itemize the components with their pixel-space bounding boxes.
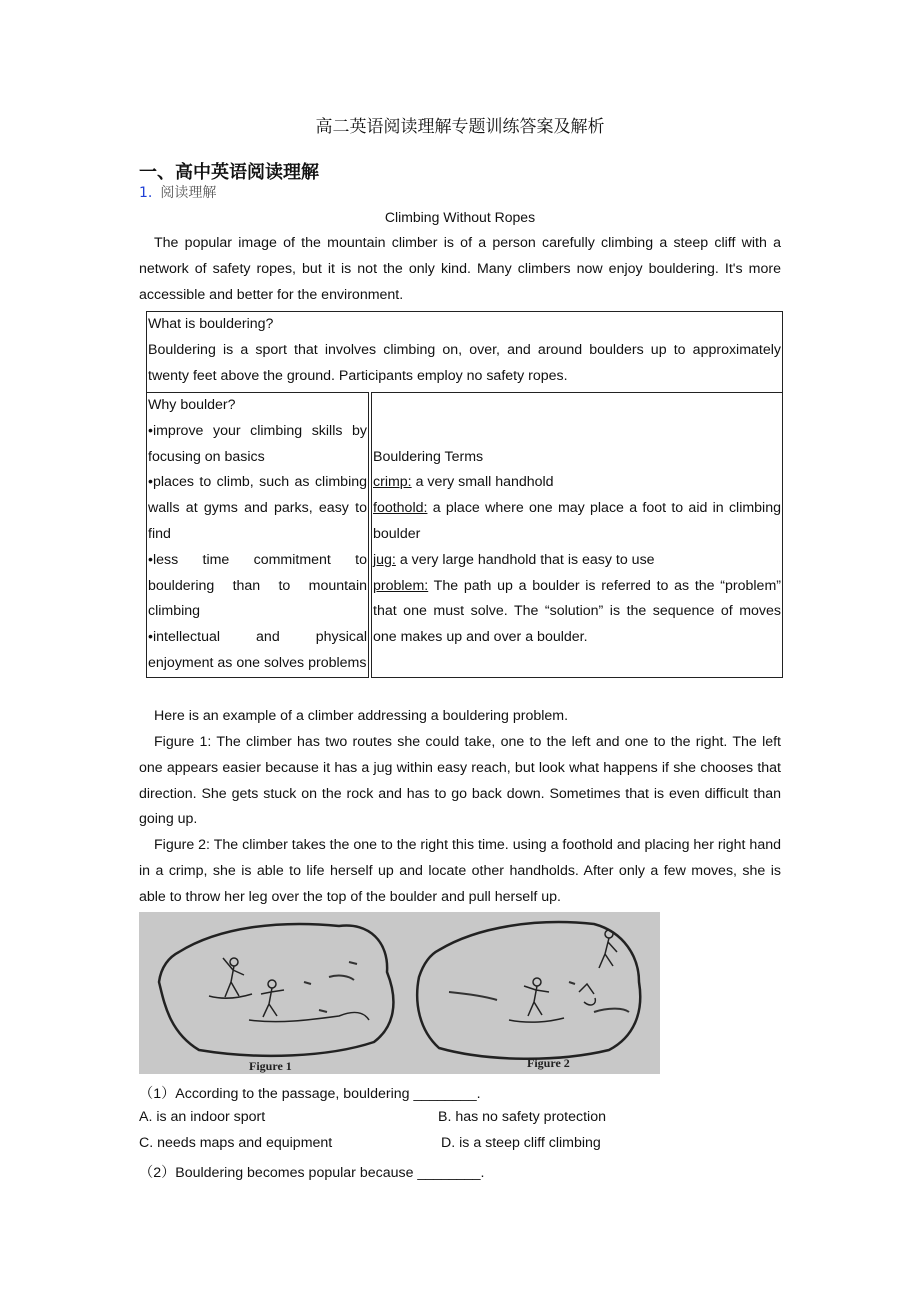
term-word: jug:	[373, 551, 396, 568]
question-1-option-b[interactable]: B. has no safety protection	[438, 1109, 606, 1125]
term-entry	[373, 548, 781, 574]
what-is-bouldering-cell	[147, 312, 783, 393]
why-item: •intellectual and physical enjoyment as one solves problems	[148, 629, 367, 671]
question-2-stem: （2）Bouldering becomes popular because ________.	[139, 1165, 485, 1181]
why-boulder-cell	[147, 393, 371, 678]
terms-heading: Bouldering Terms	[373, 448, 484, 465]
what-heading: What is bouldering?	[148, 316, 274, 332]
question-number: 1.	[139, 185, 153, 201]
question-1-option-d[interactable]: D. is a steep cliff climbing	[441, 1135, 601, 1151]
term-entry	[373, 496, 781, 548]
bouldering-info-table	[146, 311, 783, 678]
why-item: •less time commitment to bouldering than to mountain climbing	[148, 551, 367, 620]
question-label	[139, 182, 216, 202]
bouldering-terms-cell	[370, 393, 783, 678]
question-1-option-a[interactable]: A. is an indoor sport	[139, 1109, 266, 1125]
why-item: •places to climb, such as climbing walls at gyms and parks, easy to find	[148, 474, 367, 542]
what-text: Bouldering is a sport that involves climbing on, over, and around boulders up to approximately twenty feet above the ground. Participants employ no safety ropes.	[148, 341, 781, 384]
question-1-option-c[interactable]: C. needs maps and equipment	[139, 1135, 333, 1151]
why-item: •improve your climbing skills by focusing on basics	[148, 422, 367, 465]
figure2-paragraph: Figure 2: The climber takes the one to the right this time. using a foothold and placing her right hand in a crimp, she is able to life herself up and locate other handholds. After only a few moves, she is able to throw her leg over the top of the boulder and pull herself up.	[139, 837, 781, 905]
term-definition: a very small handhold	[411, 474, 554, 491]
section-title: 一、高中英语阅读理解	[139, 162, 319, 183]
intro-paragraph: The popular image of the mountain climber is of a person carefully climbing a steep cliff with a network of safety ropes, but it is not the only kind. Many climbers now enjoy bouldering. It's more accessible and better for the environment.	[139, 235, 781, 303]
example-intro: Here is an example of a climber addressing a bouldering problem.	[154, 708, 569, 724]
term-entry	[373, 470, 781, 496]
figure2-caption: Figure 2	[527, 1056, 570, 1070]
climbing-figures-image	[139, 912, 660, 1074]
terms-spacer	[373, 393, 781, 445]
term-word: problem:	[373, 577, 429, 594]
question-1-stem: （1）According to the passage, bouldering ________.	[139, 1086, 481, 1102]
term-word: crimp:	[373, 474, 412, 491]
document-title: 高二英语阅读理解专题训练答案及解析	[315, 117, 605, 137]
term-definition: a place where one may place a foot to aid in climbing boulder	[373, 500, 781, 542]
term-definition: a very large handhold that is easy to use	[395, 551, 655, 568]
figure1-paragraph: Figure 1: The climber has two routes she could take, one to the left and one to the right. The left one appears easier because it has a jug within easy reach, but look what happens if she chooses that direction. She gets stuck on the rock and has to go back down. Sometimes that is even difficult than going up.	[139, 734, 781, 828]
passage-title: Climbing Without Ropes	[384, 209, 536, 225]
term-definition: The path up a boulder is referred to as the “problem” that one must solve. The “solution” is the sequence of moves one makes up and over a boulder.	[373, 577, 781, 646]
question-type: 阅读理解	[160, 185, 217, 201]
why-heading: Why boulder?	[148, 397, 236, 413]
term-word: foothold:	[373, 500, 428, 517]
figure1-caption: Figure 1	[249, 1059, 292, 1073]
figures-drawing	[139, 912, 660, 1074]
term-entry	[373, 574, 781, 651]
